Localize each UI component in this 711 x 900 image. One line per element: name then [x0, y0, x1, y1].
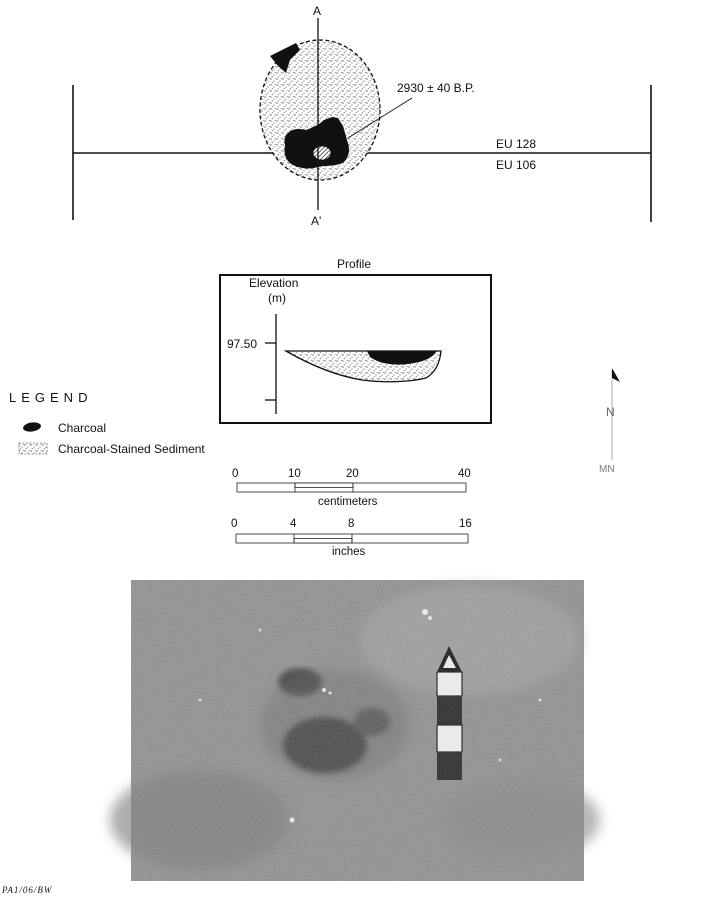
scale-bar-metric [237, 483, 466, 492]
profile-title: Profile [337, 257, 372, 271]
legend-label-charcoal: Charcoal [58, 421, 107, 435]
scale-metric-tick-40: 40 [458, 468, 471, 480]
scale-imperial-unit: inches [332, 546, 366, 558]
north-arrow-flag-icon [612, 368, 620, 382]
scale-imperial-tick-4: 4 [290, 518, 297, 530]
scale-imperial-tick-16: 16 [459, 518, 472, 530]
scale-metric-mid-segment [295, 483, 353, 488]
photo-grain [131, 580, 584, 881]
plan-view [73, 18, 651, 222]
unit-lower-label: EU 106 [496, 158, 537, 172]
north-label: N [606, 405, 615, 419]
excavation-photo [110, 580, 600, 881]
magnetic-north-label: MN [599, 464, 615, 475]
scale-metric-unit: centimeters [318, 496, 378, 508]
stippled-sediment-icon [19, 443, 47, 454]
legend-symbols [19, 421, 47, 454]
charcoal-blob-icon [22, 421, 41, 432]
axis-bottom-label: A' [311, 214, 322, 228]
unit-upper-label: EU 128 [496, 137, 537, 151]
radiocarbon-sample [313, 146, 331, 160]
scale-metric-tick-20: 20 [346, 468, 359, 480]
elevation-tick-label: 97.50 [227, 337, 258, 351]
footer-code: PA1/06/BW [2, 885, 53, 895]
scale-metric-tick-10: 10 [288, 468, 301, 480]
elevation-label-line1: Elevation [249, 276, 299, 290]
scale-metric-tick-0: 0 [232, 468, 239, 480]
scale-bar-imperial [236, 534, 468, 543]
legend-label-sediment: Charcoal-Stained Sediment [58, 442, 205, 456]
elevation-label-line2: (m) [268, 291, 286, 305]
scale-imperial-tick-0: 0 [231, 518, 238, 530]
legend-title: LEGEND [9, 390, 93, 405]
profile-frame [220, 275, 491, 423]
scale-imperial-mid-segment [294, 539, 352, 544]
radiocarbon-date-label: 2930 ± 40 B.P. [397, 81, 475, 95]
scale-imperial-tick-8: 8 [348, 518, 355, 530]
axis-top-label: A [313, 4, 322, 18]
profile-panel [220, 275, 491, 423]
